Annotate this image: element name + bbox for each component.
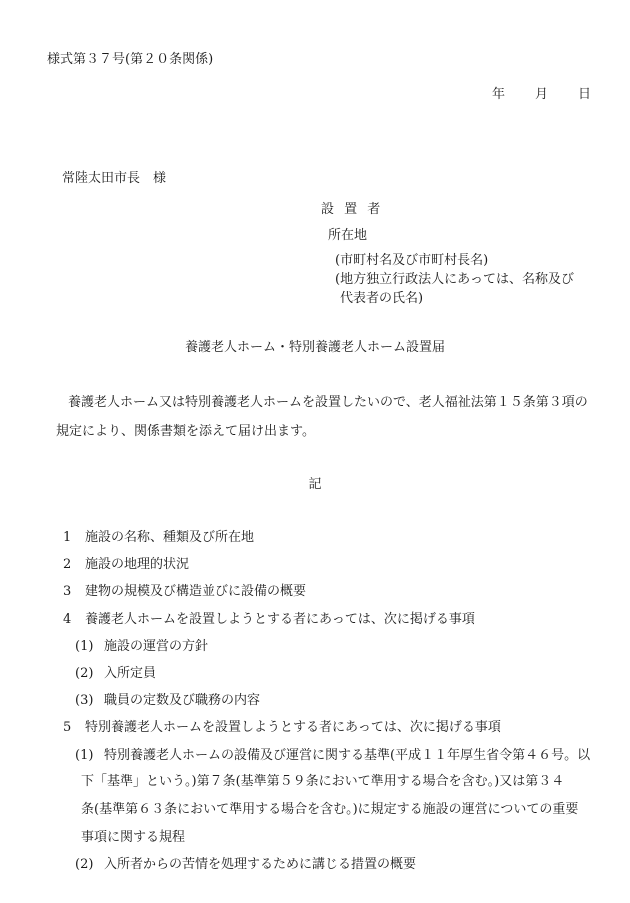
body-line-2: 規定により、関係書類を添えて届け出ます。 <box>56 424 315 439</box>
list-item <box>63 721 501 734</box>
date-day: 日 <box>578 87 592 102</box>
body-line-1: 養護老人ホーム又は特別養護老人ホームを設置したいので、老人福祉法第１５条第３項の <box>68 395 588 410</box>
item-text: 養護老人ホームを設置しようとする者にあっては、次に掲げる事項 <box>85 612 475 627</box>
item-text: 建物の規模及び構造並びに設備の概要 <box>85 584 307 599</box>
list-item <box>75 640 208 653</box>
item-text: 特別養護老人ホームを設置しようとする者にあっては、次に掲げる事項 <box>85 720 501 735</box>
item-text: 施設の名称、種類及び所在地 <box>85 530 255 545</box>
list-item <box>75 694 260 707</box>
item-number: 1 <box>63 530 72 545</box>
item-number: (1) <box>75 639 94 654</box>
establisher-note-line3: 代表者の氏名) <box>340 291 424 306</box>
establisher-note-line2: (地方独立行政法人にあっては、名称及び <box>335 272 574 287</box>
list-item-continuation <box>81 775 564 788</box>
date-month: 月 <box>535 87 549 102</box>
item-text: 入所者からの苦情を処理するために講じる措置の概要 <box>104 857 417 872</box>
form-number: 様式第３７号(第２０条関係) <box>47 52 214 67</box>
addressee: 常陸太田市長 様 <box>62 171 167 186</box>
item-text: 事項に関する規程 <box>81 830 186 845</box>
item-text: 入所定員 <box>104 666 157 681</box>
list-item <box>75 749 590 762</box>
item-number: 2 <box>63 557 72 572</box>
item-number: 3 <box>63 584 72 599</box>
establisher-location: 所在地 <box>328 228 368 243</box>
item-number: (2) <box>75 857 94 872</box>
item-text: 施設の運営の方針 <box>104 639 209 654</box>
list-item <box>75 667 156 680</box>
list-item <box>63 585 306 598</box>
date-year: 年 <box>492 87 506 102</box>
list-item <box>75 858 416 871</box>
item-number: 5 <box>63 720 72 735</box>
item-number: 4 <box>63 612 72 627</box>
item-text: 施設の地理的状況 <box>85 557 190 572</box>
item-number: (1) <box>75 748 94 763</box>
document-title: 養護老人ホーム・特別養護老人ホーム設置届 <box>184 340 445 355</box>
list-item-continuation <box>81 803 578 816</box>
establisher-heading: 設 置 者 <box>321 202 384 217</box>
list-item <box>63 558 189 571</box>
item-text: 下「基準」という。)第７条(基準第５９条において準用する場合を含む。)又は第３４ <box>81 774 565 789</box>
establisher-note-line1: (市町村名及び市町村長名) <box>335 253 489 268</box>
ki-heading: 記 <box>308 477 322 492</box>
list-item <box>63 613 475 626</box>
item-number: (2) <box>75 666 94 681</box>
item-text: 条(基準第６３条において準用する場合を含む。)に規定する施設の運営についての重要 <box>81 802 579 817</box>
date-line <box>492 88 591 101</box>
item-text: 職員の定数及び職務の内容 <box>104 693 261 708</box>
item-text: 特別養護老人ホームの設備及び運営に関する基準(平成１１年厚生省令第４６号。以 <box>104 748 591 763</box>
item-number: (3) <box>75 693 94 708</box>
list-item-continuation <box>81 831 185 844</box>
list-item <box>63 531 254 544</box>
